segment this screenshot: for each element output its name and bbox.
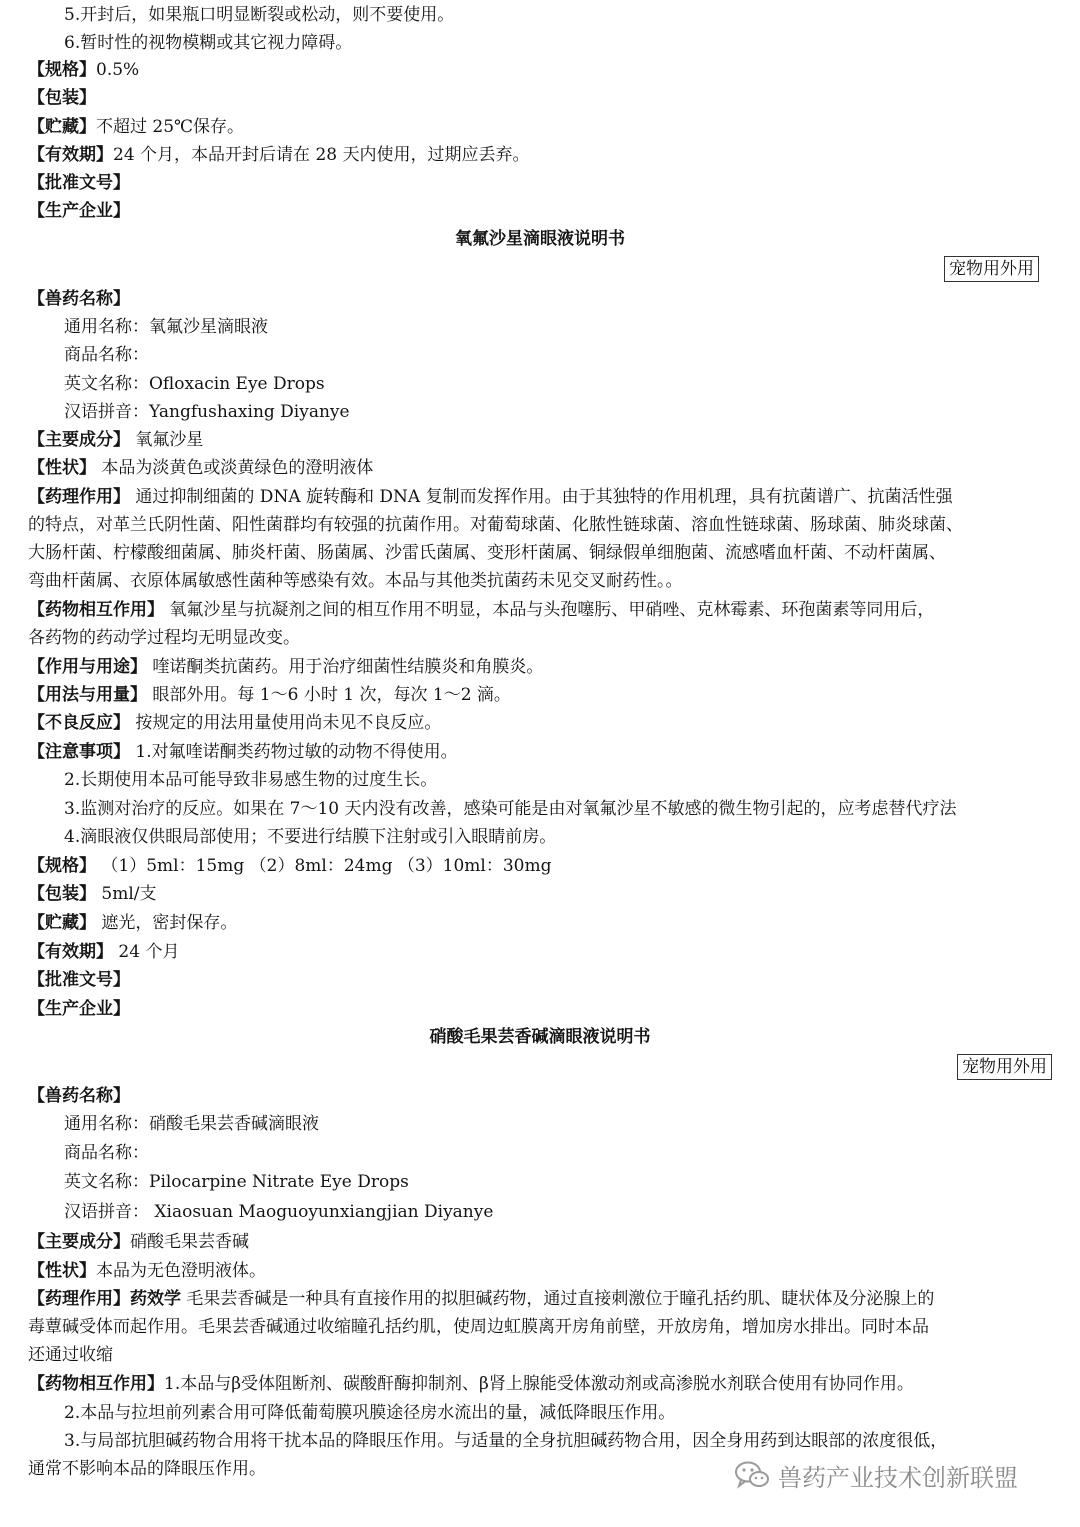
doc1-spec-heading: 【规格】	[28, 60, 96, 80]
doc3-english-name: 英文名称：Pilocarpine Nitrate Eye Drops	[64, 1172, 409, 1192]
doc2-adverse	[28, 709, 1054, 737]
doc3-ingredient-heading: 【主要成分】	[28, 1232, 130, 1252]
doc2-badge: 宠物用外用	[944, 256, 1039, 282]
doc2-ingredient	[28, 426, 1054, 454]
doc2-manufacturer	[28, 995, 1054, 1023]
doc3-pharmacology-line-1: 毛果芸香碱是一种具有直接作用的拟胆碱药物，通过直接刺激位于瞳孔括约肌、睫状体及分泌腺上的	[186, 1289, 935, 1309]
doc2-caution-4: 4.滴眼液仅供眼局部使用；不要进行结膜下注射或引入眼睛前房。	[64, 827, 557, 847]
doc3-interaction-2: 2.本品与拉坦前列素合用可降低葡萄膜巩膜途径房水流出的量，减低降眼压作用。	[64, 1403, 676, 1423]
doc1-precaution-5: 5.开封后，如果瓶口明显断裂或松动，则不要使用。	[64, 5, 455, 25]
doc3-title: 硝酸毛果芸香碱滴眼液说明书	[429, 1027, 651, 1047]
doc3-interaction-heading: 【药物相互作用】	[28, 1374, 164, 1394]
doc1-package	[28, 84, 1054, 112]
doc3-pharmacology	[28, 1285, 1054, 1313]
doc1-spec	[28, 56, 1054, 84]
doc2-package-heading: 【包装】	[28, 884, 96, 904]
doc3-pharmacodynamics-label: 药效学	[130, 1289, 181, 1309]
doc3-badge: 宠物用外用	[957, 1054, 1052, 1080]
doc2-pinyin-name: 汉语拼音：Yangfushaxing Diyanye	[64, 402, 350, 422]
doc3-interaction-3-line-2: 通常不影响本品的降眼压作用。	[28, 1459, 266, 1479]
doc1-approval	[28, 169, 1054, 197]
doc2-interaction	[28, 596, 1054, 624]
doc2-interaction-heading: 【药物相互作用】	[28, 600, 164, 620]
doc2-title: 氧氟沙星滴眼液说明书	[455, 229, 625, 249]
doc2-adverse-heading: 【不良反应】	[28, 713, 130, 733]
doc2-caution-heading: 【注意事项】	[28, 742, 130, 762]
doc2-caution-1: 1.对氟喹诺酮类药物过敏的动物不得使用。	[135, 742, 458, 762]
doc2-package	[28, 880, 1054, 908]
doc2-interaction-line-2: 各药物的药动学过程均无明显改变。	[28, 628, 300, 648]
doc2-name	[28, 285, 1054, 313]
doc2-caution-2: 2.长期使用本品可能导致非易感生物的过度生长。	[64, 770, 438, 790]
doc3-pharmacology-line-3: 还通过收缩	[28, 1345, 113, 1365]
doc1-package-heading: 【包装】	[28, 88, 96, 108]
doc2-dosage-heading: 【用法与用量】	[28, 685, 147, 705]
doc2-manufacturer-heading: 【生产企业】	[28, 999, 130, 1019]
doc1-storage-heading: 【贮藏】	[28, 117, 96, 137]
doc2-validity-value: 24 个月	[118, 942, 180, 962]
doc3-property-heading: 【性状】	[28, 1261, 96, 1281]
doc2-storage	[28, 909, 1054, 937]
doc2-pharmacology-line-3: 大肠杆菌、柠檬酸细菌属、肺炎杆菌、肠菌属、沙雷氏菌属、变形杆菌属、铜绿假单细胞菌、流感嗜血杆菌、不动杆菌属、	[28, 543, 946, 563]
doc1-manufacturer-heading: 【生产企业】	[28, 201, 130, 221]
doc2-package-value: 5ml/支	[101, 884, 157, 904]
doc3-property	[28, 1257, 1054, 1285]
doc2-property-value: 本品为淡黄色或淡黄绿色的澄明液体	[101, 458, 374, 478]
doc2-caution	[28, 738, 1054, 766]
doc2-property-heading: 【性状】	[28, 458, 96, 478]
doc2-property	[28, 454, 1054, 482]
doc2-approval-heading: 【批准文号】	[28, 970, 130, 990]
doc1-validity-value: 24 个月，本品开封后请在 28 天内使用，过期应丢弃。	[113, 145, 530, 165]
doc2-trade-name: 商品名称：	[64, 345, 149, 365]
doc3-ingredient	[28, 1228, 1054, 1256]
doc3-interaction	[28, 1370, 1054, 1398]
doc1-precaution-6: 6.暂时性的视物模糊或其它视力障碍。	[64, 33, 353, 53]
watermark	[734, 1455, 1018, 1495]
doc1-approval-heading: 【批准文号】	[28, 173, 130, 193]
doc2-dosage-value: 眼部外用。每 1～6 小时 1 次，每次 1～2 滴。	[152, 685, 511, 705]
doc2-pharmacology-heading: 【药理作用】	[28, 487, 130, 507]
doc2-spec-value: （1）5ml：15mg （2）8ml：24mg （3）10ml：30mg	[101, 856, 552, 876]
doc2-spec-heading: 【规格】	[28, 856, 96, 876]
doc3-pharmacology-heading: 【药理作用】	[28, 1289, 130, 1309]
doc3-generic-name: 通用名称：硝酸毛果芸香碱滴眼液	[64, 1114, 319, 1134]
doc3-interaction-3-line-1: 3.与局部抗胆碱药物合用将干扰本品的降眼压作用。与适量的全身抗胆碱药物合用，因全身用药到达眼部的浓度很低，	[64, 1431, 948, 1451]
doc3-trade-name: 商品名称：	[64, 1143, 149, 1163]
doc2-usage	[28, 653, 1054, 681]
doc3-pinyin-name: 汉语拼音： Xiaosuan Maoguoyunxiangjian Diyanye	[64, 1202, 494, 1222]
doc2-spec	[28, 852, 1054, 880]
doc2-generic-name: 通用名称：氧氟沙星滴眼液	[64, 317, 268, 337]
doc2-storage-heading: 【贮藏】	[28, 913, 96, 933]
doc3-name-heading: 【兽药名称】	[28, 1086, 130, 1106]
doc2-pharmacology-line-2: 的特点，对革兰氏阴性菌、阳性菌群均有较强的抗菌作用。对葡萄球菌、化脓性链球菌、溶血性链球菌、肠球菌、肺炎球菌、	[28, 515, 963, 535]
doc2-pharmacology	[28, 483, 1054, 511]
doc2-usage-value: 喹诺酮类抗菌药。用于治疗细菌性结膜炎和角膜炎。	[152, 657, 544, 677]
doc3-property-value: 本品为无色澄明液体。	[96, 1261, 266, 1281]
doc2-ingredient-value: 氧氟沙星	[135, 430, 204, 450]
doc2-approval	[28, 966, 1054, 994]
doc1-storage	[28, 113, 1054, 141]
doc2-validity-heading: 【有效期】	[28, 942, 113, 962]
wechat-icon	[734, 1460, 770, 1490]
doc3-ingredient-value: 硝酸毛果芸香碱	[130, 1232, 249, 1252]
doc3-name	[28, 1082, 1054, 1110]
watermark-text: 兽药产业技术创新联盟	[778, 1463, 1018, 1492]
doc2-ingredient-heading: 【主要成分】	[28, 430, 130, 450]
doc2-usage-heading: 【作用与用途】	[28, 657, 147, 677]
doc2-name-heading: 【兽药名称】	[28, 289, 130, 309]
doc1-validity	[28, 141, 1054, 169]
doc3-pharmacology-line-2: 毒蕈碱受体而起作用。毛果芸香碱通过收缩瞳孔括约肌，使周边虹膜离开房角前壁，开放房角，增加房水排出。同时本品	[28, 1317, 929, 1337]
doc2-validity	[28, 938, 1054, 966]
doc2-pharmacology-line-1: 通过抑制细菌的 DNA 旋转酶和 DNA 复制而发挥作用。由于其独特的作用机理，具有抗菌谱广、抗菌活性强	[135, 487, 953, 507]
doc2-adverse-value: 按规定的用法用量使用尚未见不良反应。	[135, 713, 442, 733]
doc2-interaction-line-1: 氧氟沙星与抗凝剂之间的相互作用不明显，本品与头孢噻肟、甲硝唑、克林霉素、环孢菌素等同用后，	[169, 600, 935, 620]
doc2-storage-value: 遮光，密封保存。	[101, 913, 238, 933]
doc2-dosage	[28, 681, 1054, 709]
doc1-spec-value: 0.5%	[96, 60, 140, 80]
doc1-validity-heading: 【有效期】	[28, 145, 113, 165]
doc2-pharmacology-line-4: 弯曲杆菌属、衣原体属敏感性菌种等感染有效。本品与其他类抗菌药未见交叉耐药性。。	[28, 571, 683, 591]
doc3-interaction-1: 1.本品与β受体阻断剂、碳酸酐酶抑制剂、β肾上腺能受体激动剂或高渗脱水剂联合使用有协同作用。	[164, 1374, 914, 1394]
doc2-caution-3: 3.监测对治疗的反应。如果在 7～10 天内没有改善，感染可能是由对氧氟沙星不敏感的微生物引起的，应考虑替代疗法	[64, 799, 957, 819]
doc1-manufacturer	[28, 197, 1054, 225]
doc1-storage-value: 不超过 25℃保存。	[96, 117, 245, 137]
doc2-english-name: 英文名称：Ofloxacin Eye Drops	[64, 374, 325, 394]
